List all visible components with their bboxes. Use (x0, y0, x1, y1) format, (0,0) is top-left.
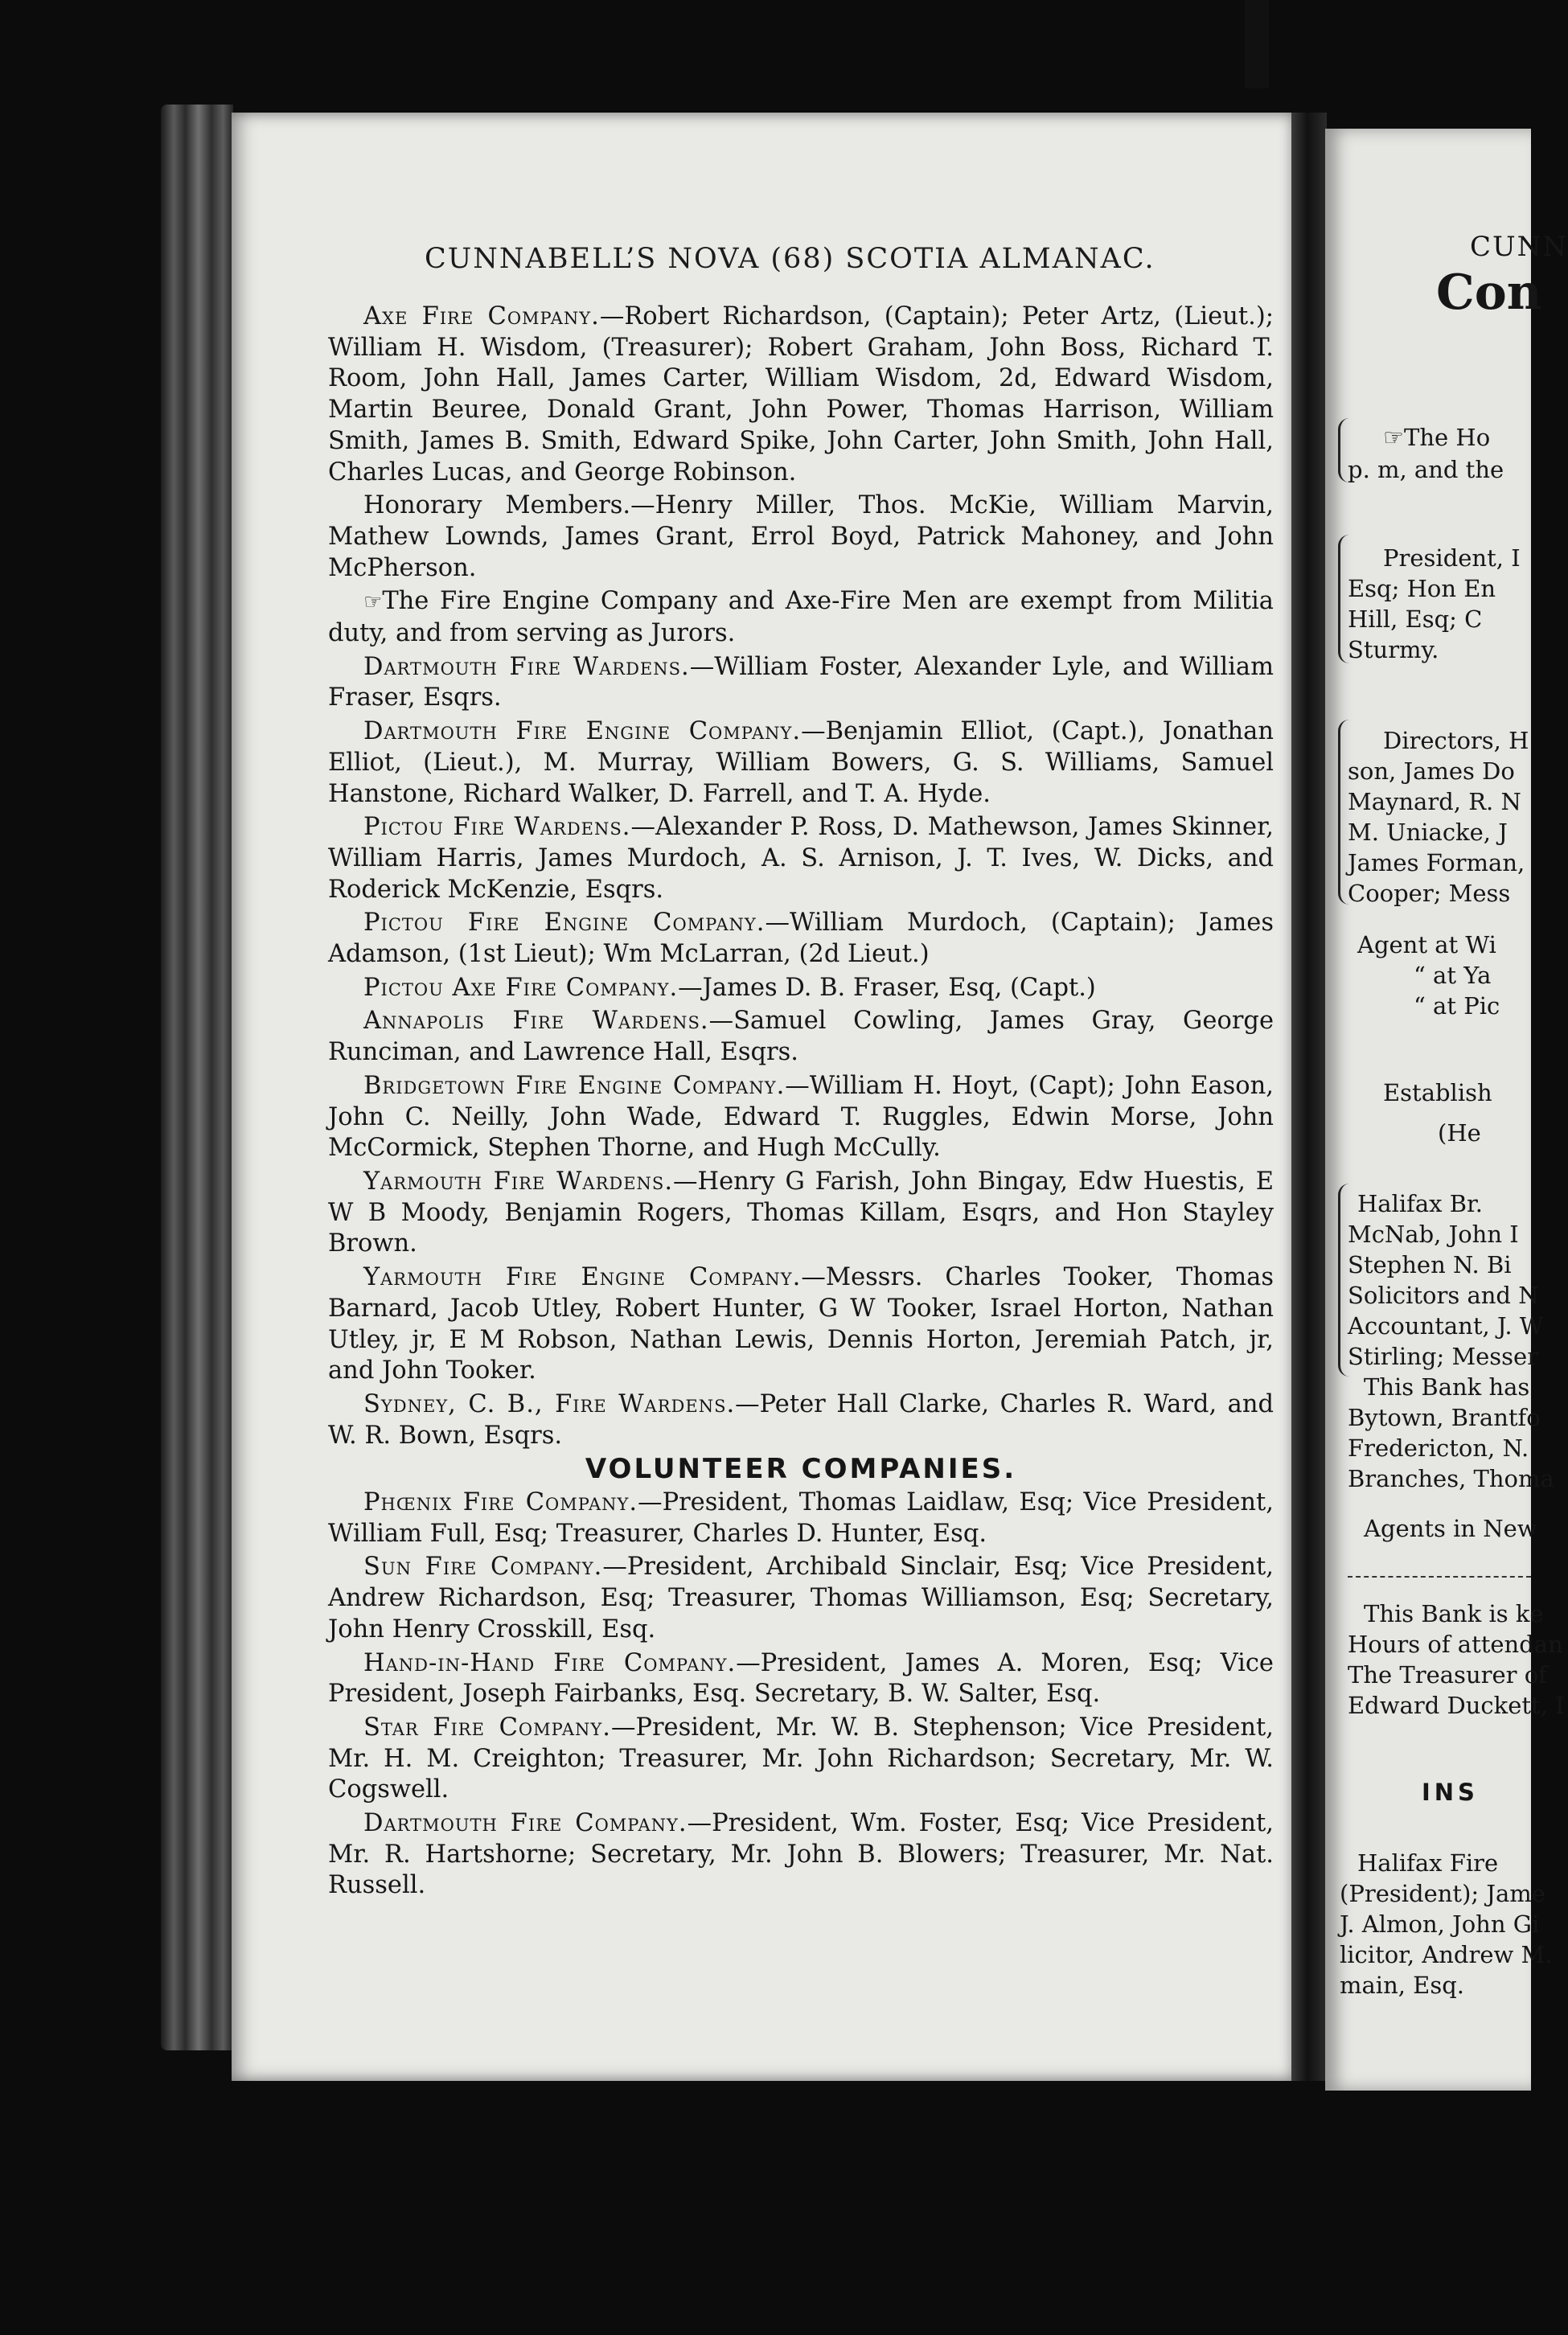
right-page-line: INS (1422, 1779, 1479, 1806)
brace-mark (1338, 418, 1352, 482)
scan-edge-dark (1245, 0, 1269, 88)
entry-paragraph (328, 652, 1274, 714)
entry-paragraph (328, 1648, 1274, 1710)
entry-heading: Pictou Axe Fire Company. (363, 973, 679, 1002)
right-page-line: ☞The Ho (1383, 424, 1491, 451)
entry-paragraph (328, 1488, 1274, 1549)
entry-paragraph (328, 716, 1274, 810)
book-gutter (1291, 113, 1327, 2081)
entry-paragraph (328, 302, 1274, 488)
right-page-line: Establish (1383, 1079, 1492, 1106)
entry-text: —Messrs. Charles Tooker, Thomas Barnard, Jacob Utley, Robert Hunter, G W Tooker, Israel Horton, Nathan Utley, jr, E M Robson, Nathan Lewis, Dennis Horton, Jeremiah Patch, jr, and John Tooker. (328, 1263, 1274, 1385)
entry-heading: Pictou Fire Wardens. (363, 813, 631, 842)
entry-text: —President, Archibald Sinclair, Esq; Vice President, Andrew Richardson, Esq; Treasurer, Thomas Williamson, Esq; Secretary, John Henry Crosskill, Esq. (328, 1553, 1274, 1644)
right-page-line: Esq; Hon En (1348, 575, 1496, 602)
right-page-fragment (1325, 129, 1568, 2091)
right-page-line: This Bank is ke (1364, 1600, 1544, 1627)
entry-heading: Pictou Fire Engine Company. (363, 909, 766, 938)
entry-heading: Dartmouth Fire Wardens. (363, 652, 690, 681)
right-page-line: M. Uniacke, J (1348, 819, 1508, 846)
right-page-line: p. m, and the (1348, 456, 1504, 483)
entry-heading: Sydney, C. B., Fire Wardens. (363, 1389, 736, 1418)
entry-heading: Phœnix Fire Company. (363, 1488, 638, 1517)
entry-heading: Star Fire Company. (363, 1713, 611, 1742)
entry-text: —Peter Hall Clarke, Charles R. Ward, and W. R. Bown, Esqrs. (328, 1389, 1274, 1450)
right-page-line: Cooper; Mess (1348, 880, 1511, 907)
entry-text: —Robert Richardson, (Captain); Peter Artz, (Lieut.); William H. Wisdom, (Treasurer); Robert Graham, John Boss, Richard T. Room, John Hall, James Carter, William Wisdom, 2d, Edward Wisdom, Martin Beuree, Donald Grant, John Power, Thomas Harrison, William Smith, James B. Smith, Edward Spike, John Carter, John Smith, John Hall, Charles Lucas, and George Robinson. (328, 302, 1274, 486)
entry-text: —Alexander P. Ross, D. Mathewson, James Skinner, William Harris, James Murdoch, A. S. Arnison, J. T. Ives, W. Dicks, and Roderick McKenzie, Esqrs. (328, 813, 1274, 904)
right-page-line: Sturmy. (1348, 636, 1439, 663)
right-page-line: licitor, Andrew M. (1340, 1941, 1553, 1968)
right-page-line: Bytown, Brantfo (1348, 1404, 1541, 1431)
right-page-line: Agent at Wi (1357, 931, 1496, 958)
entry-heading: Dartmouth Fire Engine Company. (363, 717, 802, 746)
right-page-line: Solicitors and N (1348, 1282, 1539, 1309)
entry-text: —President, Wm. Foster, Esq; Vice President, Mr. R. Hartshorne; Secretary, Mr. John B. Blowers; Treasurer, Mr. Nat. Russell. (328, 1809, 1275, 1900)
entry-heading: Yarmouth Fire Wardens. (363, 1167, 674, 1196)
entry-paragraph (328, 973, 1274, 1004)
brace-mark (1338, 1184, 1352, 1377)
entry-text: —President, Thomas Laidlaw, Esq; Vice President, William Full, Esq; Treasurer, Charles D. Hunter, Esq. (328, 1488, 1275, 1548)
entry-paragraph (328, 908, 1274, 970)
entry-text: —Henry G Farish, John Bingay, Edw Huestis, E W B Moody, Benjamin Rogers, Thomas Killam, Esqrs, and Hon Stayley Brown. (328, 1167, 1274, 1258)
right-page-line: McNab, John I (1348, 1221, 1519, 1248)
right-page-line: Maynard, R. N (1348, 788, 1521, 815)
right-page-line: “ at Ya (1414, 962, 1492, 989)
entry-paragraph (328, 1389, 1274, 1451)
right-page-line: President, I (1383, 544, 1521, 572)
entry-text: —William H. Hoyt, (Capt); John Eason, John C. Neilly, John Wade, Edward T. Ruggles, Edwin Morse, John McCormick, Stephen Thorne, and Hugh McCully. (328, 1071, 1275, 1163)
right-page-line: Hill, Esq; C (1348, 605, 1483, 633)
entry-paragraph (328, 1006, 1274, 1068)
section-title: VOLUNTEER COMPANIES. (585, 1453, 1017, 1486)
right-page-line: main, Esq. (1340, 1972, 1465, 1999)
entry-heading: Hand-in-Hand Fire Company. (363, 1648, 737, 1677)
entry-text: —President, Mr. W. B. Stephenson; Vice President, Mr. H. M. Creighton; Treasurer, Mr. John Richardson; Secretary, Mr. W. Cogswell. (328, 1713, 1274, 1804)
right-page-line: Edward Duckett, I (1348, 1692, 1565, 1719)
entry-paragraph (328, 1808, 1274, 1902)
entry-paragraph (328, 1167, 1274, 1260)
entry-heading: ☞ (363, 590, 383, 615)
entry-paragraph (328, 1262, 1274, 1387)
right-page-line: J. Almon, John Gi (1340, 1910, 1540, 1938)
right-page-line: Stephen N. Bi (1348, 1251, 1512, 1278)
right-page-line: CUNN (1470, 231, 1568, 263)
right-page-line: Con (1436, 265, 1542, 321)
right-page-line: (He (1438, 1119, 1481, 1147)
entry-text: Honorary Members.—Henry Miller, Thos. McKie, William Marvin, Mathew Lownds, James Grant, Errol Boyd, Patrick Mahoney, and John McPherson. (328, 491, 1274, 582)
entry-paragraph (328, 1713, 1274, 1806)
entry-paragraph (328, 586, 1274, 649)
right-page-line: “ at Pic (1414, 992, 1500, 1020)
entry-heading: Bridgetown Fire Engine Company. (363, 1071, 786, 1100)
right-page-line: Accountant, J. W (1348, 1312, 1544, 1340)
right-page-line: This Bank has (1364, 1373, 1530, 1401)
entry-text: —Samuel Cowling, James Gray, George Runciman, and Lawrence Hall, Esqrs. (328, 1007, 1274, 1067)
book-spine (161, 105, 233, 2050)
entry-paragraph (328, 1552, 1274, 1645)
entry-text: —Benjamin Elliot, (Capt.), Jonathan Elliot, (Lieut.), M. Murray, William Bowers, G. S. Williams, Samuel Hanstone, Richard Walker, D. Farrell, and T. A. Hyde. (328, 717, 1274, 808)
entry-text: —James D. B. Fraser, Esq, (Capt.) (678, 973, 1096, 1002)
right-page-line: The Treasurer of (1348, 1661, 1547, 1689)
entry-heading: Yarmouth Fire Engine Company. (363, 1263, 802, 1292)
entry-text: —William Foster, Alexander Lyle, and William Fraser, Esqrs. (328, 652, 1274, 712)
entry-paragraph (328, 812, 1274, 905)
right-page-line: Directors, H (1383, 727, 1529, 754)
right-page-line: Hours of attendan (1348, 1631, 1563, 1658)
page-header: CUNNABELL’S NOVA (68) SCOTIA ALMANAC. (425, 243, 1155, 275)
right-page-line: James Forman, (1348, 849, 1525, 876)
page-body (328, 302, 1274, 1904)
entry-paragraph (328, 490, 1274, 584)
entry-text: —William Murdoch, (Captain); James Adamson, (1st Lieut); Wm McLarran, (2d Lieut.) (328, 909, 1274, 969)
right-page (1325, 129, 1568, 2091)
right-page-line: (President); Jame (1340, 1880, 1545, 1907)
brace-mark (1338, 720, 1352, 905)
entry-text: The Fire Engine Company and Axe-Fire Men are exempt from Militia duty, and from serving as Jurors. (328, 587, 1274, 648)
right-page-line: Branches, Thoma (1348, 1465, 1554, 1492)
right-page-line: Agents in New (1364, 1515, 1537, 1542)
right-page-line: Stirling; Messer (1348, 1343, 1539, 1370)
right-page-line: Halifax Br. (1357, 1190, 1483, 1217)
entry-heading: Sun Fire Company. (363, 1553, 603, 1582)
brace-mark (1338, 535, 1352, 663)
section-rule (1348, 1576, 1531, 1578)
entry-heading: Dartmouth Fire Company. (363, 1809, 688, 1838)
right-page-line: son, James Do (1348, 757, 1515, 785)
entry-heading: Annapolis Fire Wardens. (363, 1007, 709, 1036)
entry-text: —President, James A. Moren, Esq; Vice President, Joseph Fairbanks, Esq. Secretary, B. W. Salter, Esq. (328, 1648, 1274, 1709)
entry-paragraph (328, 1071, 1274, 1164)
right-page-line: Halifax Fire (1357, 1849, 1499, 1877)
right-page-line: Fredericton, N. (1348, 1434, 1529, 1462)
entry-heading: Axe Fire Company. (363, 302, 600, 330)
